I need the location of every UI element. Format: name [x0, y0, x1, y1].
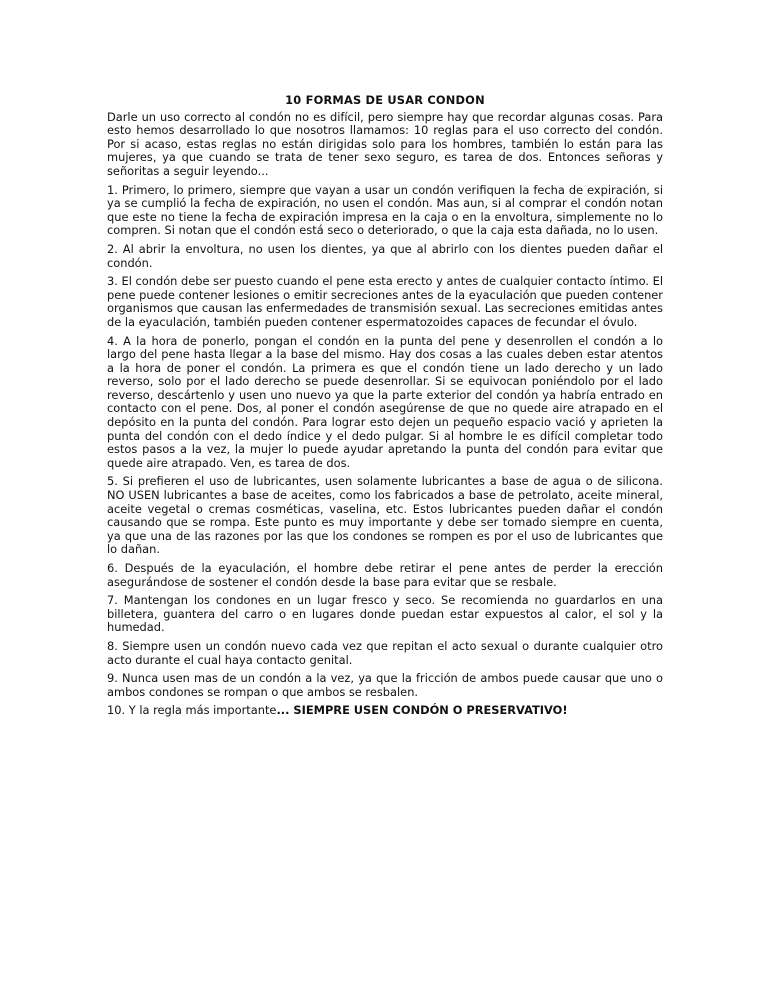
rule-5: 5. Si prefieren el uso de lubricantes, usen solamente lubricantes a base de agua o de silicona. NO USEN lubricantes a base de aceites, como los fabricados a base de petrolato, aceite mineral, aceite vegetal o cremas cosméticas, vaselina, etc. Estos lubricantes pueden dañar el condón causando que se rompa. Este punto es muy importante y debe ser tomado siempre en cuenta, ya que una de las razones por las que los condones se rompen es por el uso de lubricantes que lo dañan.: [107, 474, 663, 557]
rule-10: [107, 704, 663, 718]
rule-4: 4. A la hora de ponerlo, pongan el condón en la punta del pene y desenrollen el condón a lo largo del pene hasta llegar a la base del mismo. Hay dos cosas a las cuales deben estar atentos a la hora de poner el condón. La primera es que el condón tiene un lado derecho y un lado reverso, solo por el lado derecho se puede desenrollar. Si se equivocan poniéndolo por el lado reverso, descártenlo y usen uno nuevo ya que la parte exterior del condón ya habría entrado en contacto con el pene. Dos, al poner el condón asegúrense de que no quede aire atrapado en el depósito en la punta del condón. Para lograr esto dejen un pequeño espacio vació y aprieten la punta del condón con el dedo índice y el dedo pulgar. Si al hombre le es difícil completar todo estos pasos a la vez, la mujer lo puede ayudar apretando la punta del condón para evitar que quede aire atrapado. Ven, es tarea de dos.: [107, 333, 663, 470]
rule-6: 6. Después de la eyaculación, el hombre debe retirar el pene antes de perder la erección asegurándose de sostener el condón desde la base para evitar que se resbale.: [107, 561, 663, 589]
intro-paragraph: Darle un uso correcto al condón no es difícil, pero siempre hay que recordar algunas cosas. Para esto hemos desarrollado lo que nosotros llamamos: 10 reglas para el uso correcto del condón. Por si acaso, estas reglas no están dirigidas solo para los hombres, también lo están para las mujeres, ya que cuando se trata de tener sexo seguro, es tarea de dos. Entonces señoras y señoritas a seguir leyendo...: [107, 109, 663, 178]
document-title: 10 FORMAS DE USAR CONDON: [285, 93, 485, 107]
document-page: [107, 94, 663, 723]
rule-3: 3. El condón debe ser puesto cuando el pene esta erecto y antes de cualquier contacto íntimo. El pene puede contener lesiones o emitir secreciones antes de la eyaculación que pueden contener organismos que causan las enfermedades de transmisión sexual. Las secreciones emitidas antes de la eyaculación, también pueden contener espermatozoides capaces de fecundar el óvulo.: [107, 274, 663, 329]
rule-8: 8. Siempre usen un condón nuevo cada vez que repitan el acto sexual o durante cualquier otro acto durante el cual haya contacto genital.: [107, 638, 663, 667]
rule-9: 9. Nunca usen mas de un condón a la vez, ya que la fricción de ambos puede causar que uno o ambos condones se rompan o que ambos se resbalen.: [107, 671, 663, 699]
rule-10-ellipsis: ...: [276, 703, 290, 718]
rule-10-prefix: 10. Y la regla más importante: [107, 703, 277, 718]
rule-2: 2. Al abrir la envoltura, no usen los dientes, ya que al abrirlo con los dientes pueden dañar el condón.: [107, 241, 663, 270]
rule-1: 1. Primero, lo primero, siempre que vayan a usar un condón verifiquen la fecha de expiración, si ya se cumplió la fecha de expiración, no usen el condón. Mas aun, si al comprar el condón notan que este no tiene la fecha de expiración impresa en la caja o en la envoltura, simplemente no lo compren. Si notan que el condón está seco o deteriorado, o que la caja esta dañada, no lo usen.: [107, 182, 663, 238]
rule-7: 7. Mantengan los condones en un lugar fresco y seco. Se recomienda no guardarlos en una billetera, guantera del carro o en lugares donde puedan estar expuestos al calor, el sol y la humedad.: [107, 593, 663, 635]
rule-10-emphasis: SIEMPRE USEN CONDÓN O PRESERVATIVO!: [289, 703, 568, 718]
